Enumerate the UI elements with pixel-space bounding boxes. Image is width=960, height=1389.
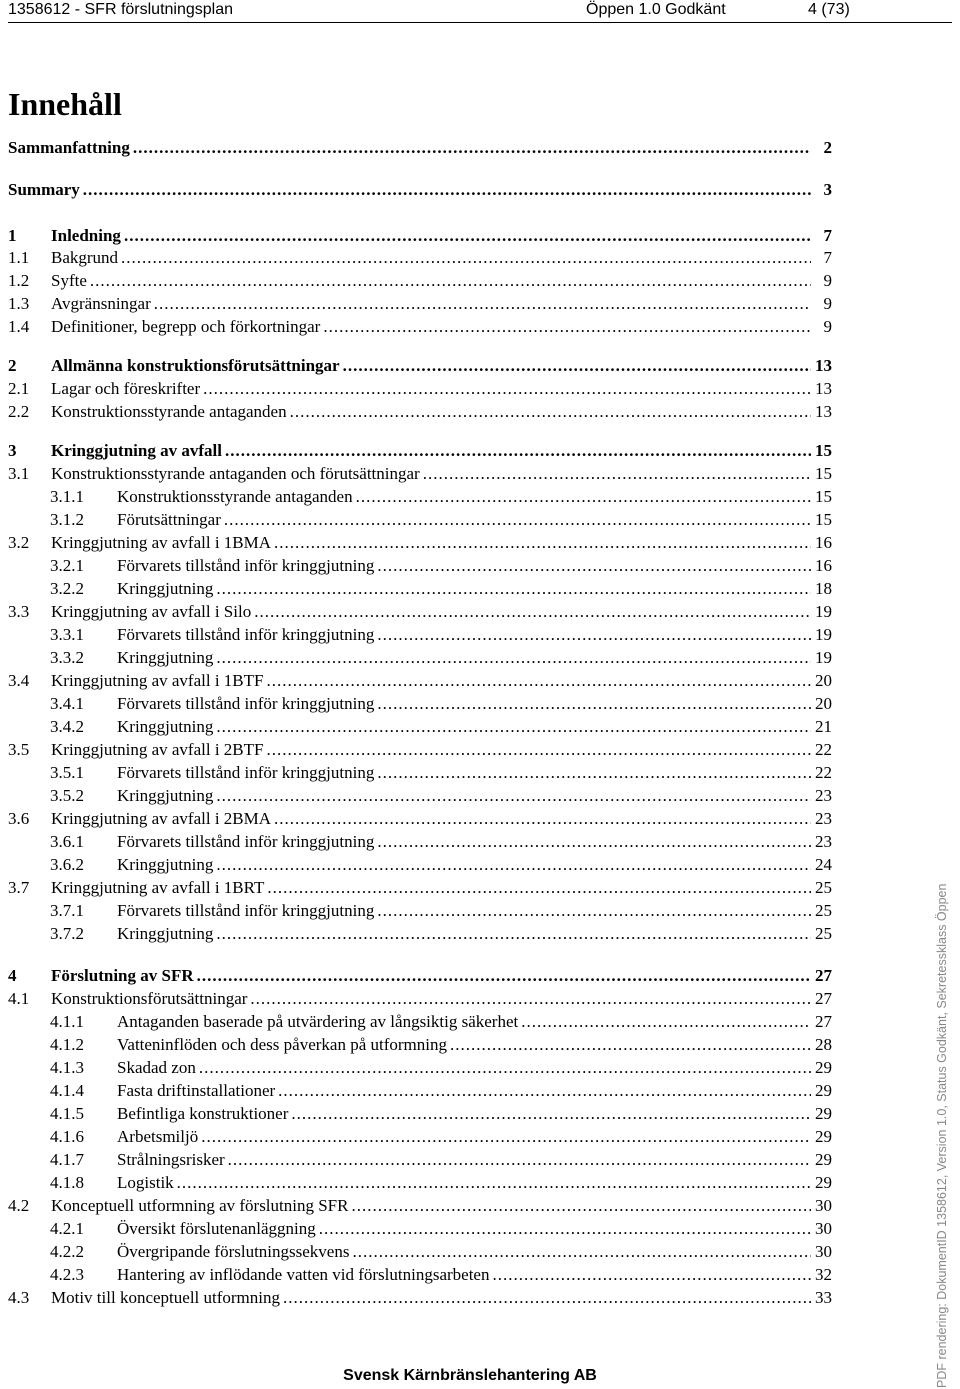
toc-entry-number: 1.2 (8, 271, 30, 290)
toc-dot-leader (197, 965, 811, 987)
toc-dot-leader (377, 555, 811, 577)
toc-entry-page: 28 (815, 1035, 832, 1054)
toc-entry-title: Konstruktionsstyrande antaganden och förutsättningar (51, 464, 420, 483)
toc-entry[interactable] (8, 486, 832, 508)
toc-dot-leader (356, 486, 811, 508)
toc-entry[interactable] (8, 1080, 832, 1102)
toc-entry-number: 4.1.3 (50, 1058, 84, 1077)
toc-entry-page: 20 (815, 694, 832, 713)
header-document-title: 1358612 - SFR förslutningsplan (8, 1, 234, 18)
toc-entry-number: 2 (8, 356, 17, 375)
toc-dot-leader (83, 179, 811, 201)
toc-entry[interactable] (8, 378, 832, 400)
toc-entry-number: 3.4.1 (50, 694, 84, 713)
toc-entry-page: 23 (815, 786, 832, 805)
toc-entry-page: 15 (815, 510, 832, 529)
toc-dot-leader (267, 877, 811, 899)
toc-entry-page: 27 (815, 989, 832, 1008)
toc-entry-title: Kringgjutning (117, 648, 214, 667)
toc-entry-number: 4.2.3 (50, 1265, 84, 1284)
toc-entry[interactable] (8, 877, 832, 899)
toc-entry-number: 1.1 (8, 248, 30, 267)
toc-entry[interactable] (8, 1034, 832, 1056)
toc-entry-page: 20 (815, 671, 832, 690)
toc-entry-page: 24 (815, 855, 832, 874)
toc-entry[interactable] (8, 831, 832, 853)
toc-entry[interactable] (8, 1195, 832, 1217)
toc-dot-leader (450, 1034, 811, 1056)
toc-entry-number: 4.2.1 (50, 1219, 84, 1238)
toc-entry-title: Definitioner, begrepp och förkortningar (51, 317, 321, 336)
toc-entry-number: 4.1.1 (50, 1012, 84, 1031)
toc-dot-leader (274, 532, 811, 554)
toc-dot-leader (216, 647, 811, 669)
toc-entry-title: Skadad zon (117, 1058, 196, 1077)
toc-entry-title: Kringgjutning av avfall (51, 441, 222, 460)
toc-dot-leader (203, 378, 811, 400)
toc-entry-page: 27 (815, 1012, 832, 1031)
toc-entry[interactable] (8, 555, 832, 577)
toc-entry-page: 29 (815, 1081, 832, 1100)
toc-entry-title: Konceptuell utformning av förslutning SFR (51, 1196, 349, 1215)
toc-dot-leader (274, 808, 811, 830)
toc-entry-page: 25 (815, 901, 832, 920)
toc-dot-leader (377, 900, 811, 922)
toc-entry-number: 3.5.2 (50, 786, 84, 805)
toc-entry-page: 16 (815, 533, 832, 552)
toc-entry-number: 3.7.2 (50, 924, 84, 943)
toc-entry-title: Sammanfattning (8, 138, 130, 157)
toc-entry-page: 29 (815, 1104, 832, 1123)
toc-entry-title: Kringgjutning (117, 855, 214, 874)
toc-entry-page: 16 (815, 556, 832, 575)
toc-dot-leader (343, 355, 811, 377)
toc-entry-title: Konstruktionsstyrande antaganden (51, 402, 287, 421)
toc-entry-title: Logistik (117, 1173, 174, 1192)
toc-entry-number: 3.1 (8, 464, 30, 483)
toc-entry-number: 3.7 (8, 878, 30, 897)
toc-entry[interactable] (8, 762, 832, 784)
toc-dot-leader (291, 1103, 811, 1125)
toc-entry-page: 15 (815, 441, 832, 460)
toc-dot-leader (278, 1080, 811, 1102)
toc-entry-title: Förvarets tillstånd inför kringgjutning (117, 832, 375, 851)
toc-entry-page: 22 (815, 763, 832, 782)
toc-dot-leader (216, 785, 811, 807)
toc-entry-title: Kringgjutning (117, 786, 214, 805)
toc-entry-page: 30 (815, 1196, 832, 1215)
toc-entry-page: 25 (815, 924, 832, 943)
page-header (8, 0, 952, 20)
toc-entry-page: 30 (815, 1242, 832, 1261)
toc-entry-number: 4.2.2 (50, 1242, 84, 1261)
toc-entry[interactable] (8, 293, 832, 315)
toc-entry[interactable] (8, 716, 832, 738)
toc-dot-leader (377, 762, 811, 784)
toc-dot-leader (228, 1149, 811, 1171)
toc-entry-number: 4.2 (8, 1196, 30, 1215)
toc-entry-title: Kringgjutning av avfall i 2BTF (51, 740, 264, 759)
toc-entry-number: 3.6.2 (50, 855, 84, 874)
toc-dot-leader (423, 463, 811, 485)
toc-entry-number: 3.1.1 (50, 487, 84, 506)
toc-entry-number: 4.1.7 (50, 1150, 84, 1169)
toc-entry[interactable] (8, 270, 832, 292)
toc-entry[interactable] (8, 225, 832, 247)
toc-entry[interactable] (8, 1264, 832, 1286)
toc-entry-page: 13 (815, 379, 832, 398)
toc-entry-page: 18 (815, 579, 832, 598)
toc-entry-number: 1 (8, 226, 17, 245)
toc-entry[interactable] (8, 1057, 832, 1079)
toc-dot-leader (351, 1195, 811, 1217)
toc-dot-leader (216, 854, 811, 876)
toc-entry-page: 32 (815, 1265, 832, 1284)
toc-dot-leader (133, 137, 811, 159)
toc-entry-number: 3.2.2 (50, 579, 84, 598)
toc-entry-title: Strålningsrisker (117, 1150, 225, 1169)
footer-organization: Svensk Kärnbränslehantering AB (343, 1367, 597, 1384)
toc-entry[interactable] (8, 624, 832, 646)
toc-dot-leader (323, 316, 811, 338)
toc-entry-page: 29 (815, 1058, 832, 1077)
toc-dot-leader (216, 716, 811, 738)
toc-entry-title: Kringgjutning (117, 717, 214, 736)
toc-entry-page: 29 (815, 1150, 832, 1169)
toc-dot-leader (377, 693, 811, 715)
toc-dot-leader (290, 401, 811, 423)
toc-entry-number: 2.1 (8, 379, 30, 398)
toc-entry-page: 30 (815, 1219, 832, 1238)
toc-entry-page: 19 (815, 625, 832, 644)
toc-entry-number: 4.1.5 (50, 1104, 84, 1123)
toc-dot-leader (319, 1218, 811, 1240)
toc-entry[interactable] (8, 647, 832, 669)
toc-entry[interactable] (8, 923, 832, 945)
toc-entry-title: Syfte (51, 271, 87, 290)
toc-entry-title: Inledning (51, 226, 121, 245)
toc-entry-number: 4.1.8 (50, 1173, 84, 1192)
toc-entry[interactable] (8, 1172, 832, 1194)
toc-entry-number: 3.2 (8, 533, 30, 552)
toc-entry-page: 3 (823, 180, 832, 199)
toc-entry-title: Kringgjutning (117, 924, 214, 943)
header-rule (8, 22, 952, 23)
toc-entry[interactable] (8, 179, 832, 201)
toc-entry-page: 29 (815, 1127, 832, 1146)
toc-entry-title: Vatteninflöden och dess påverkan på utformning (117, 1035, 447, 1054)
toc-dot-leader (266, 739, 811, 761)
toc-entry-number: 4 (8, 966, 17, 985)
toc-entry-number: 3 (8, 441, 17, 460)
toc-dot-leader (154, 293, 811, 315)
side-rendering-note: PDF rendering: DokumentID 1358612, Version 1.0, Status Godkänt, Sekretessklass Öppen (935, 883, 949, 1388)
toc-dot-leader (216, 578, 811, 600)
toc-dot-leader (124, 225, 811, 247)
toc-entry-number: 4.1 (8, 989, 30, 1008)
toc-entry-page: 21 (815, 717, 832, 736)
toc-dot-leader (201, 1126, 811, 1148)
toc-entry-number: 3.2.1 (50, 556, 84, 575)
toc-dot-leader (266, 670, 811, 692)
toc-entry-number: 1.3 (8, 294, 30, 313)
toc-entry[interactable] (8, 316, 832, 338)
toc-dot-leader (377, 624, 811, 646)
toc-entry-title: Kringgjutning av avfall i 1BTF (51, 671, 264, 690)
toc-entry-page: 2 (823, 138, 832, 157)
toc-entry-title: Summary (8, 180, 80, 199)
toc-entry-page: 9 (823, 294, 832, 313)
toc-entry-title: Antaganden baserade på utvärdering av långsiktig säkerhet (117, 1012, 519, 1031)
toc-entry-title: Konstruktionsstyrande antaganden (117, 487, 353, 506)
toc-entry[interactable] (8, 401, 832, 423)
toc-entry[interactable] (8, 988, 832, 1010)
toc-entry[interactable] (8, 1103, 832, 1125)
toc-dot-leader (492, 1264, 811, 1286)
toc-entry-title: Befintliga konstruktioner (117, 1104, 289, 1123)
toc-entry[interactable] (8, 854, 832, 876)
toc-entry[interactable] (8, 1287, 832, 1309)
toc-dot-leader (250, 988, 811, 1010)
toc-entry-number: 3.5 (8, 740, 30, 759)
toc-entry[interactable] (8, 247, 832, 269)
toc-entry-page: 23 (815, 809, 832, 828)
toc-entry-page: 22 (815, 740, 832, 759)
toc-entry[interactable] (8, 1149, 832, 1171)
toc-entry-number: 3.3.1 (50, 625, 84, 644)
toc-entry[interactable] (8, 808, 832, 830)
toc-entry-number: 3.6 (8, 809, 30, 828)
toc-entry-number: 4.3 (8, 1288, 30, 1307)
toc-entry-page: 25 (815, 878, 832, 897)
toc-entry-number: 3.3.2 (50, 648, 84, 667)
toc-entry[interactable] (8, 965, 832, 987)
toc-entry[interactable] (8, 601, 832, 623)
toc-entry-title: Avgränsningar (51, 294, 151, 313)
toc-entry-title: Övergripande förslutningssekvens (117, 1242, 350, 1261)
toc-dot-leader (377, 831, 811, 853)
toc-entry[interactable] (8, 1126, 832, 1148)
toc-entry[interactable] (8, 137, 832, 159)
toc-entry-page: 29 (815, 1173, 832, 1192)
header-status: Öppen 1.0 Godkänt (586, 1, 726, 18)
toc-entry-number: 3.4 (8, 671, 30, 690)
toc-entry[interactable] (8, 900, 832, 922)
toc-entry[interactable] (8, 670, 832, 692)
toc-entry[interactable] (8, 1241, 832, 1263)
toc-entry-title: Förvarets tillstånd inför kringgjutning (117, 625, 375, 644)
toc-entry-title: Förvarets tillstånd inför kringgjutning (117, 763, 375, 782)
toc-dot-leader (521, 1011, 811, 1033)
toc-entry-title: Motiv till konceptuell utformning (51, 1288, 281, 1307)
toc-entry[interactable] (8, 1218, 832, 1240)
toc-entry[interactable] (8, 785, 832, 807)
toc-entry-page: 13 (815, 402, 832, 421)
toc-entry-number: 3.6.1 (50, 832, 84, 851)
toc-dot-leader (121, 247, 811, 269)
toc-entry-number: 3.3 (8, 602, 30, 621)
toc-entry-number: 3.1.2 (50, 510, 84, 529)
toc-entry-title: Hantering av inflödande vatten vid förslutningsarbeten (117, 1265, 490, 1284)
toc-entry-page: 13 (815, 356, 832, 375)
toc-entry-page: 7 (823, 226, 832, 245)
toc-dot-leader (177, 1172, 811, 1194)
toc-entry-title: Konstruktionsförutsättningar (51, 989, 248, 1008)
toc-entry-page: 23 (815, 832, 832, 851)
toc-entry-number: 1.4 (8, 317, 30, 336)
toc-entry-title: Förvarets tillstånd inför kringgjutning (117, 694, 375, 713)
toc-dot-leader (352, 1241, 811, 1263)
toc-entry-page: 9 (823, 271, 832, 290)
toc-entry[interactable] (8, 739, 832, 761)
toc-entry-title: Kringgjutning av avfall i 1BMA (51, 533, 272, 552)
toc-entry-title: Översikt förslutenanläggning (117, 1219, 316, 1238)
toc-entry-page: 7 (823, 248, 832, 267)
toc-entry-title: Lagar och föreskrifter (51, 379, 201, 398)
toc-entry-page: 15 (815, 464, 832, 483)
page-title: Innehåll (8, 86, 122, 122)
toc-entry[interactable] (8, 509, 832, 531)
header-page-number: 4 (73) (808, 1, 850, 18)
toc-entry-title: Förvarets tillstånd inför kringgjutning (117, 901, 375, 920)
toc-entry-number: 3.7.1 (50, 901, 84, 920)
toc-entry-title: Förutsättningar (117, 510, 221, 529)
toc-dot-leader (90, 270, 811, 292)
toc-entry[interactable] (8, 355, 832, 377)
toc-entry-title: Kringgjutning (117, 579, 214, 598)
toc-entry-number: 4.1.2 (50, 1035, 84, 1054)
toc-entry[interactable] (8, 578, 832, 600)
toc-dot-leader (225, 440, 811, 462)
toc-entry[interactable] (8, 463, 832, 485)
toc-entry-title: Förslutning av SFR (51, 966, 194, 985)
toc-entry-title: Kringgjutning av avfall i 1BRT (51, 878, 265, 897)
toc-entry-title: Arbetsmiljö (117, 1127, 199, 1146)
toc-entry[interactable] (8, 532, 832, 554)
toc-entry-title: Bakgrund (51, 248, 119, 267)
toc-entry-page: 19 (815, 602, 832, 621)
toc-entry-page: 27 (815, 966, 832, 985)
toc-entry-title: Kringgjutning av avfall i 2BMA (51, 809, 272, 828)
toc-entry-number: 4.1.4 (50, 1081, 84, 1100)
toc-entry[interactable] (8, 693, 832, 715)
toc-dot-leader (199, 1057, 811, 1079)
toc-entry-title: Kringgjutning av avfall i Silo (51, 602, 252, 621)
toc-entry-page: 19 (815, 648, 832, 667)
toc-entry-page: 9 (823, 317, 832, 336)
toc-entry-page: 33 (815, 1288, 832, 1307)
toc-entry-title: Förvarets tillstånd inför kringgjutning (117, 556, 375, 575)
toc-entry-title: Fasta driftinstallationer (117, 1081, 276, 1100)
toc-entry[interactable] (8, 440, 832, 462)
toc-entry-title: Allmänna konstruktionsförutsättningar (51, 356, 340, 375)
toc-entry-number: 3.4.2 (50, 717, 84, 736)
toc-dot-leader (254, 601, 811, 623)
toc-entry-number: 4.1.6 (50, 1127, 84, 1146)
toc-entry-number: 3.5.1 (50, 763, 84, 782)
toc-dot-leader (283, 1287, 811, 1309)
toc-dot-leader (224, 509, 811, 531)
toc-entry[interactable] (8, 1011, 832, 1033)
toc-entry-number: 2.2 (8, 402, 30, 421)
toc-dot-leader (216, 923, 811, 945)
toc-entry-page: 15 (815, 487, 832, 506)
